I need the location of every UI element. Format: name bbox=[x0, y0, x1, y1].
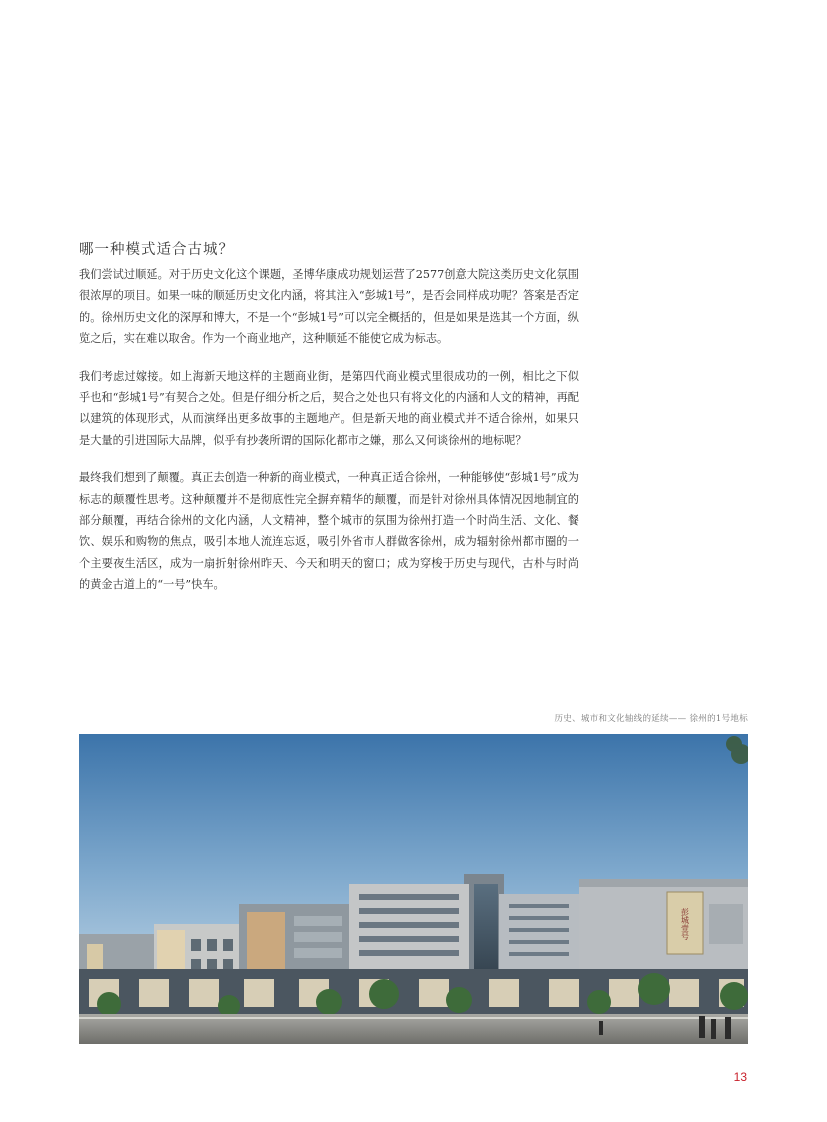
paragraph-2: 我们考虑过嫁接。如上海新天地这样的主题商业街，是第四代商业模式里很成功的一例，相比之下似乎也和“彭城1号”有契合之处。但是仔细分析之后，契合之处也只有将文化的内涵和人文的精神，再配以建筑的体现形式，从而演绎出更多故事的主题地产。但是新天地的商业模式并不适合徐州，如果只是大量的引进国际大品牌，似乎有抄袭所谓的国际化都市之嫌，那么又何谈徐州的地标呢？ bbox=[79, 369, 579, 447]
building-sign: 彭城壹号 bbox=[680, 908, 690, 940]
architectural-rendering bbox=[79, 734, 748, 1044]
body-text bbox=[79, 264, 579, 612]
paragraph-1: 我们尝试过顺延。对于历史文化这个课题，圣博华康成功规划运营了2577创意大院这类历史文化氛围很浓厚的项目。如果一味的顺延历史文化内涵，将其注入“彭城1号”，是否会同样成功呢？答案是否定的。徐州历史文化的深厚和博大，不是一个“彭城1号”可以完全概括的，但是如果是选其一个方面，纵览之后，实在难以取舍。作为一个商业地产，这种顺延不能使它成为标志。 bbox=[79, 268, 579, 346]
page-number: 13 bbox=[733, 1070, 747, 1084]
paragraph-3: 最终我们想到了颠覆。真正去创造一种新的商业模式，一种真正适合徐州，一种能够使“彭城1号”成为标志的颠覆性思考。这种颠覆并不是彻底性完全摒弃精华的颠覆，而是针对徐州具体情况因地制宜的部分颠覆，再结合徐州的文化内涵，人文精神，整个城市的氛围为徐州打造一个时尚生活、文化、餐饮、娱乐和购物的焦点，吸引本地人流连忘返，吸引外省市人群做客徐州，成为辐射徐州都市圈的一个主要夜生活区，成为一扇折射徐州昨天、今天和明天的窗口；成为穿梭于历史与现代，古朴与时尚的黄金古道上的“一号”快车。 bbox=[79, 471, 579, 592]
figure-caption: 历史、城市和文化轴线的延续—— 徐州的1号地标 bbox=[554, 714, 748, 724]
section-title: 哪一种模式适合古城？ bbox=[79, 242, 234, 258]
rendering-illustration bbox=[79, 734, 748, 1044]
